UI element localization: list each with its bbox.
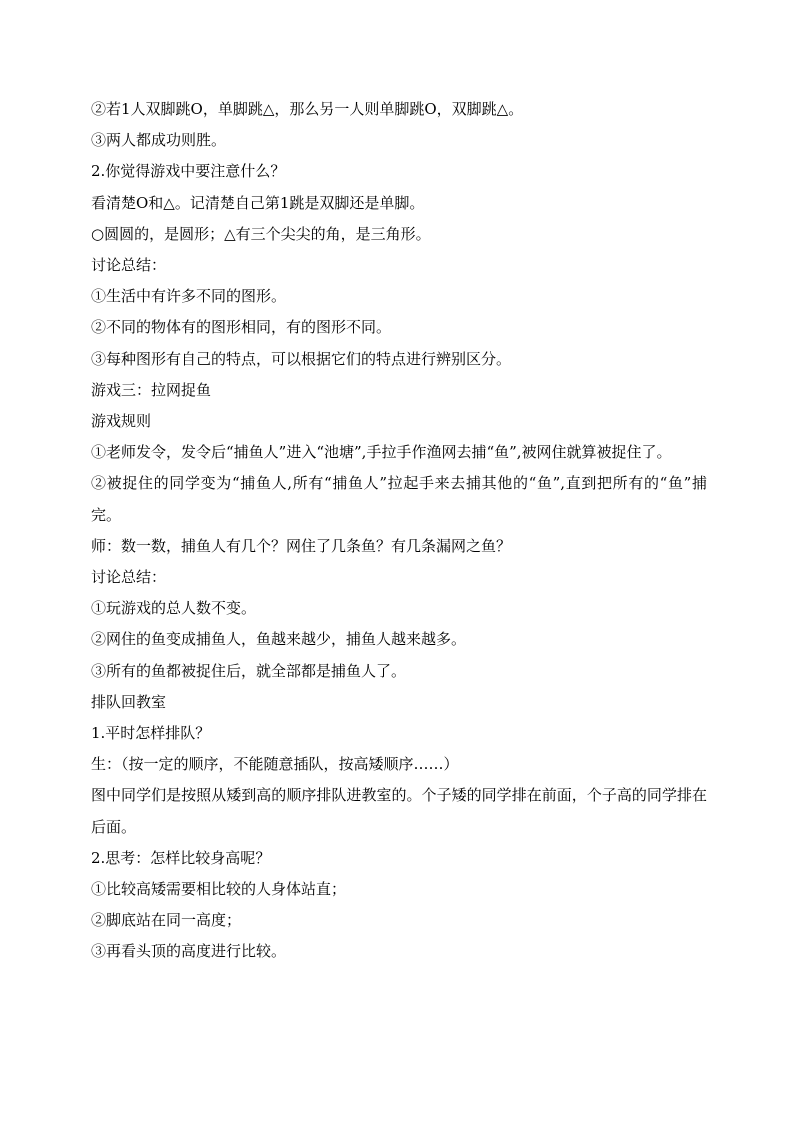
- summary2-item-1: ①玩游戏的总人数不变。: [91, 599, 257, 618]
- game-three-heading: 游戏三：拉网捉鱼: [91, 380, 212, 399]
- summary2-item-3: ③所有的鱼都被捉住后，就全部都是捕鱼人了。: [91, 661, 407, 680]
- summary-item-2: ②不同的物体有的图形相同，有的图形不同。: [91, 318, 392, 337]
- teacher-question: 师：数一数，捕鱼人有几个？网住了几条鱼？有几条漏网之鱼？: [91, 536, 512, 555]
- document-page: [91, 94, 707, 968]
- compare-step-2: ②脚底站在同一高度；: [91, 911, 242, 930]
- discussion-summary-heading: 讨论总结：: [91, 256, 167, 275]
- discussion-summary-heading-2: 讨论总结：: [91, 568, 167, 587]
- line-up-question: 1.平时怎样排队？: [91, 724, 211, 743]
- answer-attention: 看清楚O和△。记清楚自己第1跳是双脚还是单脚。: [91, 193, 425, 212]
- shape-description: ○圆圆的，是圆形；△有三个尖尖的角，是三角形。: [91, 224, 431, 243]
- line-up-explanation: 图中同学们是按照从矮到高的顺序排队进教室的。个子矮的同学排在前面，个子高的同学排在后面。: [91, 786, 707, 836]
- line-up-heading: 排队回教室: [91, 692, 167, 711]
- rule-3-win: ③两人都成功则胜。: [91, 131, 227, 150]
- summary-item-1: ①生活中有许多不同的图形。: [91, 287, 287, 306]
- summary2-item-2: ②网住的鱼变成捕鱼人，鱼越来越少，捕鱼人越来越多。: [91, 630, 467, 649]
- compare-step-3: ③再看头顶的高度进行比较。: [91, 942, 287, 961]
- game-rules-heading: 游戏规则: [91, 412, 152, 431]
- game-rule-1: ①老师发令，发令后“捕鱼人”进入“池塘”,手拉手作渔网去捕“鱼”,被网住就算被捉住了。: [91, 443, 672, 462]
- think-question: 2.思考：怎样比较身高呢？: [91, 848, 271, 867]
- question-attention: 2.你觉得游戏中要注意什么？: [91, 162, 286, 181]
- student-answer: 生：（按一定的顺序，不能随意插队，按高矮顺序……）: [91, 755, 459, 774]
- rule-2-jump: ②若1人双脚跳O，单脚跳△，那么另一人则单脚跳O，双脚跳△。: [91, 100, 524, 118]
- game-rule-2: ②被捉住的同学变为“捕鱼人,所有“捕鱼人”拉起手来去捕其他的“鱼”,直到把所有的“鱼”捕完。: [91, 474, 707, 524]
- compare-step-1: ①比较高矮需要相比较的人身体站直；: [91, 880, 347, 899]
- summary-item-3: ③每种图形有自己的特点，可以根据它们的特点进行辨别区分。: [91, 349, 512, 368]
